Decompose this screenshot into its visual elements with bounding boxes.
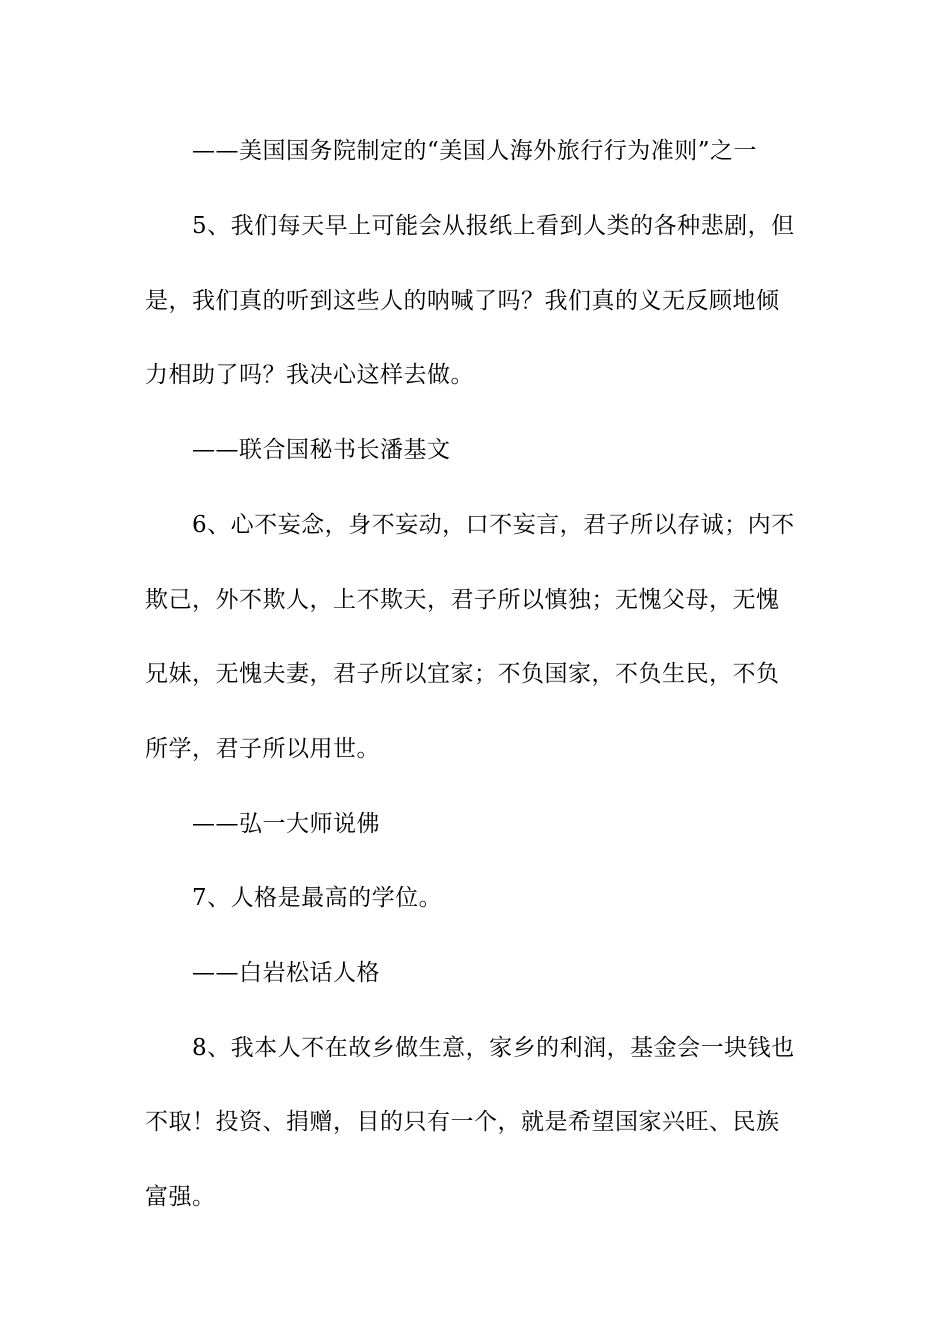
quote-7-source: ——白岩松话人格 — [192, 960, 380, 986]
quote-5-line-1: 5、我们每天早上可能会从报纸上看到人类的各种悲剧，但 — [192, 213, 795, 239]
quote-6-source: ——弘一大师说佛 — [192, 811, 380, 837]
quote-5-line-3: 力相助了吗？我决心这样去做。 — [145, 362, 474, 388]
quote-6-line-2: 欺己，外不欺人，上不欺天，君子所以慎独；无愧父母，无愧 — [145, 587, 780, 613]
quote-5-source: ——联合国秘书长潘基文 — [192, 437, 451, 463]
quote-5-line-2: 是，我们真的听到这些人的呐喊了吗？我们真的义无反顾地倾 — [145, 288, 780, 314]
quote-8-line-2: 不取！投资、捐赠，目的只有一个，就是希望国家兴旺、民族 — [145, 1109, 780, 1135]
quote-source-line: ——美国国务院制定的“美国人海外旅行行为准则”之一 — [192, 138, 758, 164]
quote-8-line-1: 8、我本人不在故乡做生意，家乡的利润，基金会一块钱也 — [192, 1035, 795, 1061]
quote-6-line-4: 所学，君子所以用世。 — [145, 736, 380, 762]
quote-8-line-3: 富强。 — [145, 1184, 216, 1210]
quote-6-line-3: 兄妹，无愧夫妻，君子所以宜家；不负国家，不负生民，不负 — [145, 661, 780, 687]
quote-6-line-1: 6、心不妄念，身不妄动，口不妄言，君子所以存诚；内不 — [192, 512, 795, 538]
quote-7-line-1: 7、人格是最高的学位。 — [192, 885, 443, 911]
